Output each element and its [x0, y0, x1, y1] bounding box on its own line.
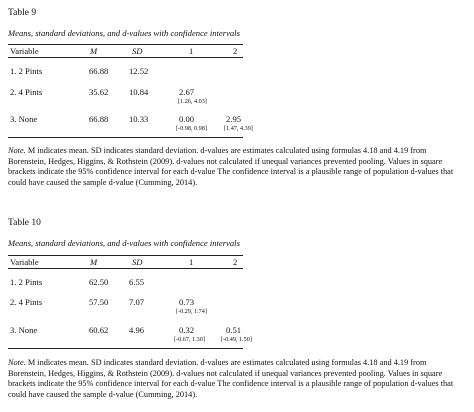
note-label: Note.	[8, 358, 26, 367]
top-rule	[8, 44, 243, 45]
row-mean: 35.62	[89, 87, 109, 97]
row-ci-1: [1.26, 4.03]	[178, 98, 207, 105]
row-variable: 2. 4 Pints	[10, 297, 43, 307]
row-mean: 60.62	[89, 325, 109, 335]
header-sd: SD	[132, 257, 143, 267]
row-sd: 12.52	[129, 66, 149, 76]
header-col-2: 2	[233, 257, 238, 267]
row-variable: 3. None	[10, 114, 38, 124]
row-ci-1: [-0.67, 1.30]	[174, 336, 205, 343]
table-caption: Means, standard deviations, and d-values with confidence intervals	[8, 28, 240, 38]
row-ci-2: [1.47, 4.39]	[224, 125, 253, 132]
row-sd: 10.84	[129, 87, 149, 97]
table-title: Table 9	[8, 8, 37, 18]
table-9	[8, 0, 466, 200]
note-text: M indicates mean. SD indicates standard deviation. d-values are estimates calculated using formulas 4.18 and 4.19 from Borenstein, Hedges, Higgins, & Rothstein (2009). d-values not calculated if unequal variances prevented pooling. Values in square brackets indicate the 95% confidence interval for each d-value The confidence interval is a plausible range of population d-values that could have caused the sample d-value (Cumming, 2014).	[8, 358, 454, 399]
header-sd: SD	[132, 46, 143, 56]
row-ci-1: [-0.29, 1.74]	[176, 308, 207, 315]
row-variable: 1. 2 Pints	[10, 66, 43, 76]
row-variable: 1. 2 Pints	[10, 277, 43, 287]
row-mean: 66.88	[89, 114, 109, 124]
row-variable: 2. 4 Pints	[10, 87, 43, 97]
row-d-value-2: 2.95	[226, 114, 242, 124]
header-variable: Variable	[10, 46, 39, 56]
table-note	[8, 146, 466, 188]
row-sd: 10.33	[129, 114, 149, 124]
table-note	[8, 358, 466, 400]
row-d-value-1: 0.32	[179, 325, 195, 335]
row-d-value-1: 0.00	[179, 114, 195, 124]
header-mean: M	[90, 46, 98, 56]
header-col-2: 2	[233, 46, 238, 56]
table-caption: Means, standard deviations, and d-values with confidence intervals	[8, 238, 240, 248]
note-text: M indicates mean. SD indicates standard deviation. d-values are estimates calculated using formulas 4.18 and 4.19 from Borenstein, Hedges, Higgins, & Rothstein (2009). d-values not calculated if unequal variances prevented pooling. Values in square brackets indicate the 95% confidence interval for each d-value The confidence interval is a plausible range of population d-values that could have caused the sample d-value (Cumming, 2014).	[8, 146, 454, 187]
row-sd: 4.96	[129, 325, 145, 335]
row-d-value-1: 0.73	[179, 297, 195, 307]
top-rule	[8, 255, 243, 256]
row-d-value-1: 2.67	[179, 87, 195, 97]
table-title: Table 10	[8, 218, 41, 228]
row-sd: 6.55	[129, 277, 145, 287]
row-mean: 62.50	[89, 277, 109, 287]
header-mean: M	[90, 257, 98, 267]
header-rule	[8, 57, 243, 58]
row-sd: 7.07	[129, 297, 145, 307]
header-variable: Variable	[10, 257, 39, 267]
note-label: Note.	[8, 146, 26, 155]
row-mean: 66.88	[89, 66, 109, 76]
row-ci-2: [-0.49, 1.50]	[221, 336, 252, 343]
header-col-1: 1	[189, 257, 194, 267]
header-col-1: 1	[189, 46, 194, 56]
header-rule	[8, 268, 243, 269]
row-mean: 57.50	[89, 297, 109, 307]
row-ci-1: [-0.98, 0.98]	[176, 125, 207, 132]
bottom-rule	[8, 348, 243, 349]
row-d-value-2: 0.51	[226, 325, 242, 335]
row-variable: 3. None	[10, 325, 38, 335]
table-10	[8, 208, 466, 412]
bottom-rule	[8, 137, 243, 138]
